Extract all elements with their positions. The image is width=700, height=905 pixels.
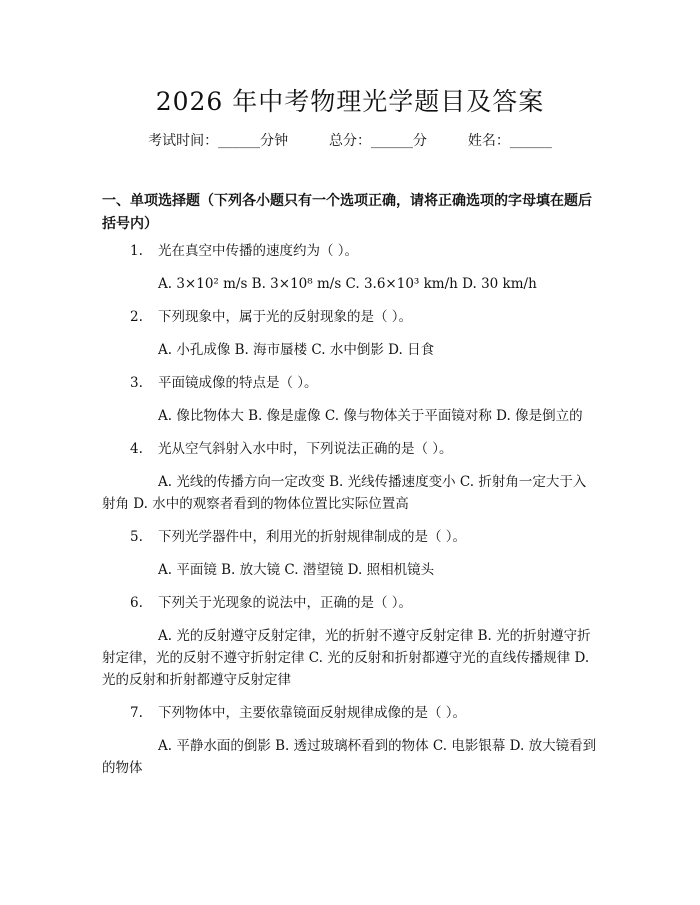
exam-meta (0, 130, 700, 150)
question-number: 1. (130, 243, 143, 259)
document-title: 2026 年中考物理光学题目及答案 (155, 87, 545, 116)
question-number: 5. (130, 529, 143, 545)
question-item (102, 702, 598, 779)
question-stem: 4. 光从空气斜射入水中时，下列说法正确的是（ ）。 (102, 438, 598, 460)
question-item (102, 306, 598, 361)
question-options: A. 光的反射遵守反射定律，光的折射不遵守反射定律 B. 光的折射遵守折射定律，光的反射不遵守折射定律 C. 光的反射和折射都遵守光的直线传播规律 D. 光的反射和折射都遵守反射定律 (102, 628, 591, 688)
question-options: A. 像比物体大 B. 像是虚像 C. 像与物体关于平面镜对称 D. 像是倒立的 (158, 408, 583, 424)
section-heading: 一、单项选择题（下列各小题只有一个选项正确，请将正确选项的字母填在题后括号内） (102, 193, 592, 232)
question-number: 2. (130, 309, 143, 325)
question-stem: 2. 下列现象中，属于光的反射现象的是（ ）。 (102, 306, 598, 328)
question-stem: 5. 下列光学器件中，利用光的折射规律制成的是（ ）。 (102, 526, 598, 548)
question-number: 7. (130, 705, 143, 721)
question-stem: 7. 下列物体中，主要依靠镜面反射规律成像的是（ ）。 (102, 702, 598, 724)
question-options: A. 平面镜 B. 放大镜 C. 潜望镜 D. 照相机镜头 (158, 562, 435, 578)
question-stem: 1. 光在真空中传播的速度约为（ ）。 (102, 240, 598, 262)
question-options: A. 3×10² m/s B. 3×10⁸ m/s C. 3.6×10³ km/h D. 30 km/h (158, 276, 537, 292)
question-options: A. 光线的传播方向一定改变 B. 光线传播速度变小 C. 折射角一定大于入射角 D. 水中的观察者看到的物体位置比实际位置高 (102, 474, 587, 512)
question-item (102, 372, 598, 427)
question-item (102, 240, 598, 295)
question-options: A. 小孔成像 B. 海市蜃楼 C. 水中倒影 D. 日食 (158, 342, 435, 358)
question-stem: 6. 下列关于光现象的说法中，正确的是（ ）。 (102, 592, 598, 614)
question-options: A. 平静水面的倒影 B. 透过玻璃杯看到的物体 C. 电影银幕 D. 放大镜看到的物体 (102, 738, 597, 776)
exam-time-label: 考试时间：______分钟 (148, 133, 289, 149)
question-item (102, 592, 598, 691)
question-list (102, 240, 598, 790)
question-stem: 3. 平面镜成像的特点是（ ）。 (102, 372, 598, 394)
total-score-label: 总分：______分 (329, 133, 427, 149)
question-item (102, 438, 598, 515)
student-name-label: 姓名：______ (467, 133, 552, 149)
question-number: 6. (130, 595, 143, 611)
question-number: 4. (130, 441, 143, 457)
question-item (102, 526, 598, 581)
question-number: 3. (130, 375, 143, 391)
